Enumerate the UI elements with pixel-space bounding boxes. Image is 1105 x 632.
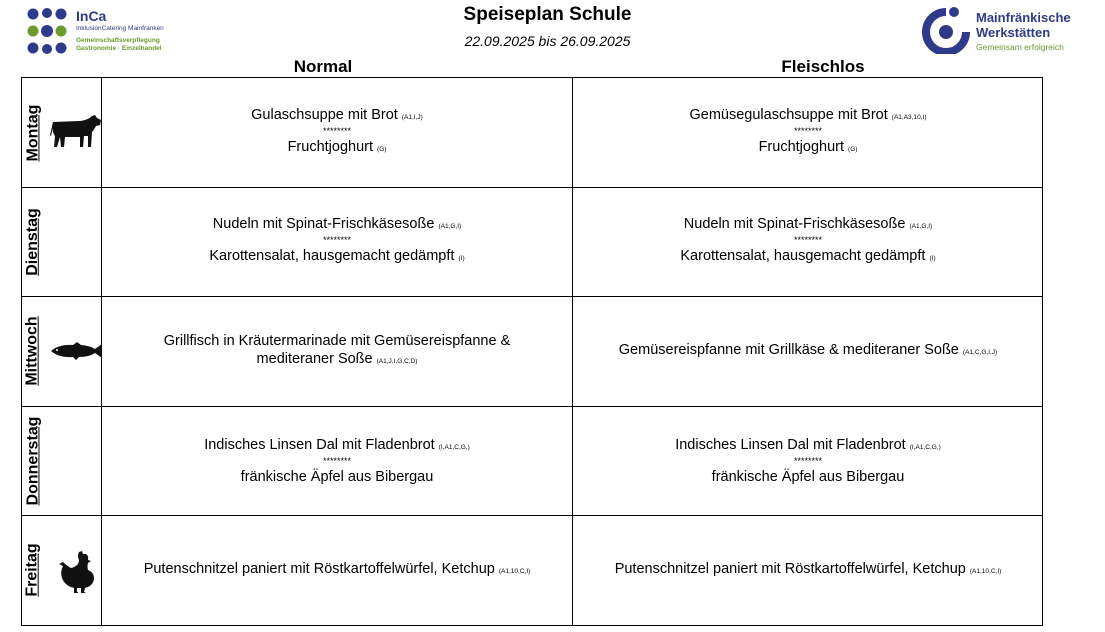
- day-label-mittwoch: Mittwoch: [24, 316, 42, 386]
- inca-logo-tagline-1: Gemeinschaftsverpflegung: [76, 37, 160, 44]
- menu-cell-mittwoch-fleischlos: [573, 296, 1043, 406]
- werkstaetten-logo-tagline: Gemeinsam erfolgreich: [976, 42, 1064, 52]
- allergen-codes: (G): [848, 146, 858, 153]
- menu-cell-freitag-normal: [102, 515, 572, 625]
- inca-logo-tagline-2: Gastronomie · Einzelhandel: [76, 45, 162, 52]
- menu-cell-donnerstag-fleischlos: [573, 406, 1043, 515]
- meal-line: Nudeln mit Spinat-Frischkäsesoße (A1,G,I): [212, 216, 462, 232]
- separator: ********: [322, 235, 352, 245]
- menu-cell-montag-normal: [102, 78, 572, 187]
- separator: ********: [793, 455, 823, 466]
- meal-line: Karottensalat, hausgemacht gedämpft (I): [680, 248, 936, 264]
- meal-line: Grillfisch in Kräutermarinade mit Gemüsereispfanne &: [163, 332, 511, 349]
- separator: ********: [793, 126, 823, 136]
- allergen-codes: (A1,G,I): [909, 223, 933, 230]
- meal-line: Fruchtjoghurt (G): [758, 139, 858, 155]
- chicken-icon: [57, 550, 97, 594]
- allergen-codes: (I): [929, 255, 936, 262]
- inca-logo-name: InCa: [76, 8, 107, 24]
- allergen-codes: (A1,A3,10,I): [891, 114, 927, 121]
- separator: ********: [793, 235, 823, 245]
- allergen-codes: (A1,C,G,I,J): [962, 348, 998, 356]
- day-label-donnerstag: Donnerstag: [24, 416, 41, 505]
- menu-table: [21, 77, 1043, 626]
- separator: ********: [322, 126, 352, 136]
- menu-cell-montag-fleischlos: [573, 78, 1043, 187]
- date-range: 22.09.2025 bis 26.09.2025: [464, 33, 631, 49]
- meal-line: Putenschnitzel paniert mit Röstkartoffelwürfel, Ketchup (A1,10,C,I): [614, 560, 1002, 577]
- meal-line: Putenschnitzel paniert mit Röstkartoffelwürfel, Ketchup (A1,10,C,I): [143, 560, 531, 577]
- meal-line: Fruchtjoghurt (G): [287, 139, 387, 155]
- page-title: Speiseplan Schule: [463, 4, 632, 25]
- column-header-normal: Normal: [293, 57, 353, 76]
- meal-line: Gemüsereispfanne mit Grillkäse & mediteraner Soße (A1,C,G,I,J): [618, 341, 998, 358]
- fish-icon: [49, 341, 103, 361]
- day-label-montag: Montag: [24, 104, 41, 161]
- allergen-codes: (A1,10,C,I): [498, 567, 531, 575]
- meal-line: Karottensalat, hausgemacht gedämpft (I): [209, 248, 465, 264]
- meal-line: Nudeln mit Spinat-Frischkäsesoße (A1,G,I): [683, 216, 933, 232]
- menu-cell-freitag-fleischlos: [573, 515, 1043, 625]
- allergen-codes: (A1,J,I,G,C,D): [376, 357, 418, 365]
- menu-cell-donnerstag-normal: [102, 406, 572, 515]
- inca-logo-subtitle: InklusionCatering Mainfranken: [76, 25, 164, 32]
- menu-cell-mittwoch-normal: [102, 296, 572, 406]
- meal-line: fränkische Äpfel aus Bibergau: [711, 468, 905, 485]
- werkstaetten-logo-icon: [920, 6, 972, 54]
- day-label-freitag: Freitag: [24, 543, 41, 597]
- allergen-codes: (G): [377, 146, 387, 153]
- meal-line: fränkische Äpfel aus Bibergau: [240, 468, 434, 485]
- werkstaetten-logo-line-1: Mainfränkische: [976, 10, 1071, 25]
- column-header-fleischlos: Fleischlos: [781, 57, 865, 76]
- werkstaetten-logo-line-2: Werkstätten: [976, 25, 1051, 40]
- day-label-dienstag: Dienstag: [24, 207, 42, 276]
- cow-icon: [50, 112, 102, 152]
- meal-line: Gulaschsuppe mit Brot (A1,I,J): [251, 107, 423, 123]
- allergen-codes: (A1,I,J): [401, 114, 423, 121]
- separator: ********: [322, 455, 352, 466]
- allergen-codes: (I,A1,C,G,): [909, 443, 941, 451]
- mainfraenkische-werkstaetten-logo: [920, 6, 1090, 56]
- allergen-codes: (I,A1,C,G,): [438, 443, 470, 451]
- meal-line: Indisches Linsen Dal mit Fladenbrot (I,A1,C,G,): [204, 436, 470, 453]
- meal-line: Indisches Linsen Dal mit Fladenbrot (I,A1,C,G,): [675, 436, 941, 453]
- meal-line: mediteraner Soße (A1,J,I,G,C,D): [256, 350, 418, 367]
- allergen-codes: (I): [458, 255, 465, 262]
- allergen-codes: (A1,G,I): [438, 223, 462, 230]
- allergen-codes: (A1,10,C,I): [969, 567, 1002, 575]
- meal-line: Gemüsegulaschsuppe mit Brot (A1,A3,10,I): [689, 107, 927, 123]
- menu-cell-dienstag-normal: [102, 187, 572, 296]
- menu-cell-dienstag-fleischlos: [573, 187, 1043, 296]
